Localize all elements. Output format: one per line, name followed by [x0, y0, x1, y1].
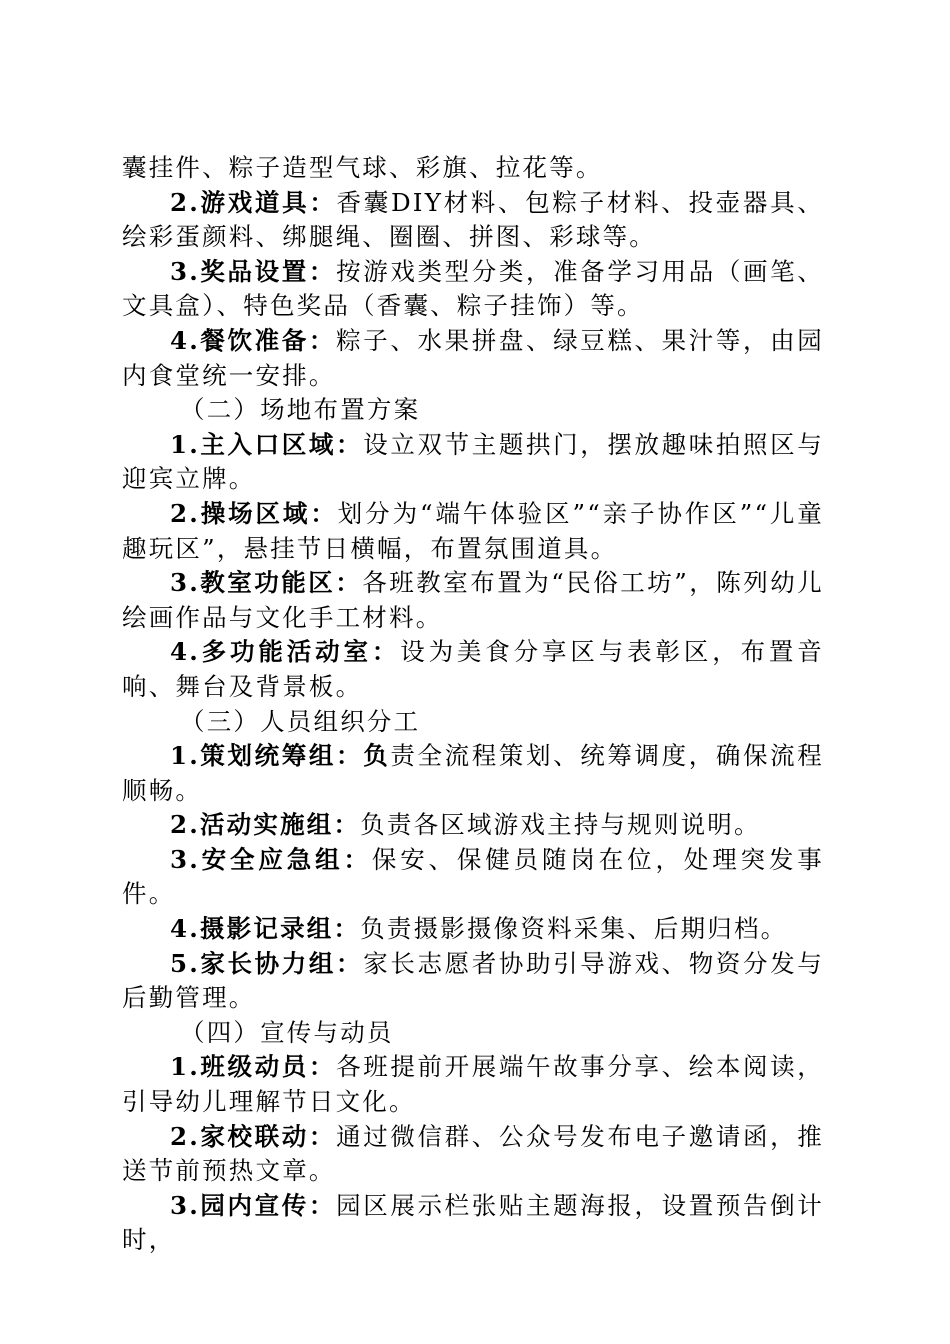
- item-label: 2.游戏道具：: [170, 187, 337, 217]
- item-text: 通过微信群、公众号发布电子邀请函，推送节前预热文章。: [122, 1121, 824, 1186]
- item-label: 2.家校联动：: [170, 1121, 337, 1151]
- section-heading-staff: （三）人员组织分工: [180, 706, 421, 736]
- item-text: 家长志愿者协助引导游戏、物资分发与后勤管理。: [122, 948, 824, 1013]
- item-label: 3.安全应急组：: [170, 844, 372, 874]
- list-item-safety-group: [122, 843, 824, 912]
- item-label: 3.园内宣传：: [170, 1190, 337, 1220]
- item-label: 1.班级动员：: [170, 1052, 337, 1082]
- list-item-game-props: [122, 186, 824, 255]
- item-label: 2.活动实施组：: [170, 810, 361, 840]
- paragraph-text: 囊挂件、粽子造型气球、彩旗、拉花等。: [122, 153, 603, 182]
- list-item-classrooms: [122, 566, 824, 635]
- list-item-planning-group: [122, 739, 824, 808]
- item-text: 香囊DIY材料、包粽子材料、投壶器具、绘彩蛋颜料、绑腿绳、圈圈、拼图、彩球等。: [122, 187, 824, 252]
- list-item-campus-publicity: [122, 1189, 824, 1258]
- item-text: 设为美食分享区与表彰区，布置音响、舞台及背景板。: [122, 637, 824, 701]
- item-text: 负责摄影摄像资料采集、后期归档。: [360, 914, 788, 944]
- item-text: 园区展示栏张贴主题海报，设置预告倒计时，: [122, 1190, 824, 1255]
- item-text: 划分为“端午体验区”“亲子协作区”“儿童趣玩区”，悬挂节日横幅，布置氛围道具。: [122, 498, 825, 563]
- item-label: 4.餐饮准备：: [170, 325, 337, 355]
- section-heading-venue: （二）场地布置方案: [180, 395, 421, 425]
- item-text: 设立双节主题拱门，摆放趣味拍照区与迎宾立牌。: [122, 429, 824, 494]
- list-item-prizes: [122, 255, 824, 324]
- list-item-home-school: [122, 1120, 824, 1189]
- list-item-main-entrance: [122, 428, 824, 497]
- item-text: 负责各区域游戏主持与规则说明。: [360, 810, 761, 840]
- section-heading-publicity: （四）宣传与动员: [180, 1017, 394, 1047]
- list-item-photography-group: [122, 912, 824, 947]
- item-label: 2.操场区域：: [170, 498, 338, 528]
- item-text: 保安、保健员随岗在位，处理突发事件。: [122, 844, 824, 909]
- item-text: 粽子、水果拼盘、绿豆糕、果汁等，由园内食堂统一安排。: [122, 325, 824, 390]
- item-text: 各班教室布置为“民俗工坊”，陈列幼儿绘画作品与文化手工材料。: [122, 568, 824, 632]
- list-item-parent-group: [122, 947, 824, 1016]
- paragraph-continuation: [122, 151, 824, 186]
- item-label: 1.主入口区域：: [170, 429, 364, 459]
- list-item-class-mobilization: [122, 1050, 824, 1119]
- item-label: 5.家长协力组：: [170, 948, 364, 978]
- item-text: 责全流程策划、统筹调度，确保流程顺畅。: [122, 741, 824, 805]
- item-text: 各班提前开展端午故事分享、绘本阅读，引导幼儿理解节日文化。: [122, 1052, 824, 1117]
- list-item-multipurpose-room: [122, 635, 824, 704]
- item-label: 1.策划统筹组：负: [170, 741, 391, 771]
- list-item-playground: [122, 497, 824, 566]
- item-label: 3.教室功能区：: [170, 568, 363, 598]
- list-item-catering: [122, 324, 824, 393]
- document-body: [122, 151, 824, 1258]
- item-text: 按游戏类型分类，准备学习用品（画笔、文具盒）、特色奖品（香囊、粽子挂饰）等。: [122, 256, 824, 321]
- item-label: 4.摄影记录组：: [170, 914, 361, 944]
- list-item-implementation-group: [122, 808, 824, 843]
- item-label: 3.奖品设置：: [170, 256, 337, 286]
- item-label: 4.多功能活动室：: [170, 637, 401, 667]
